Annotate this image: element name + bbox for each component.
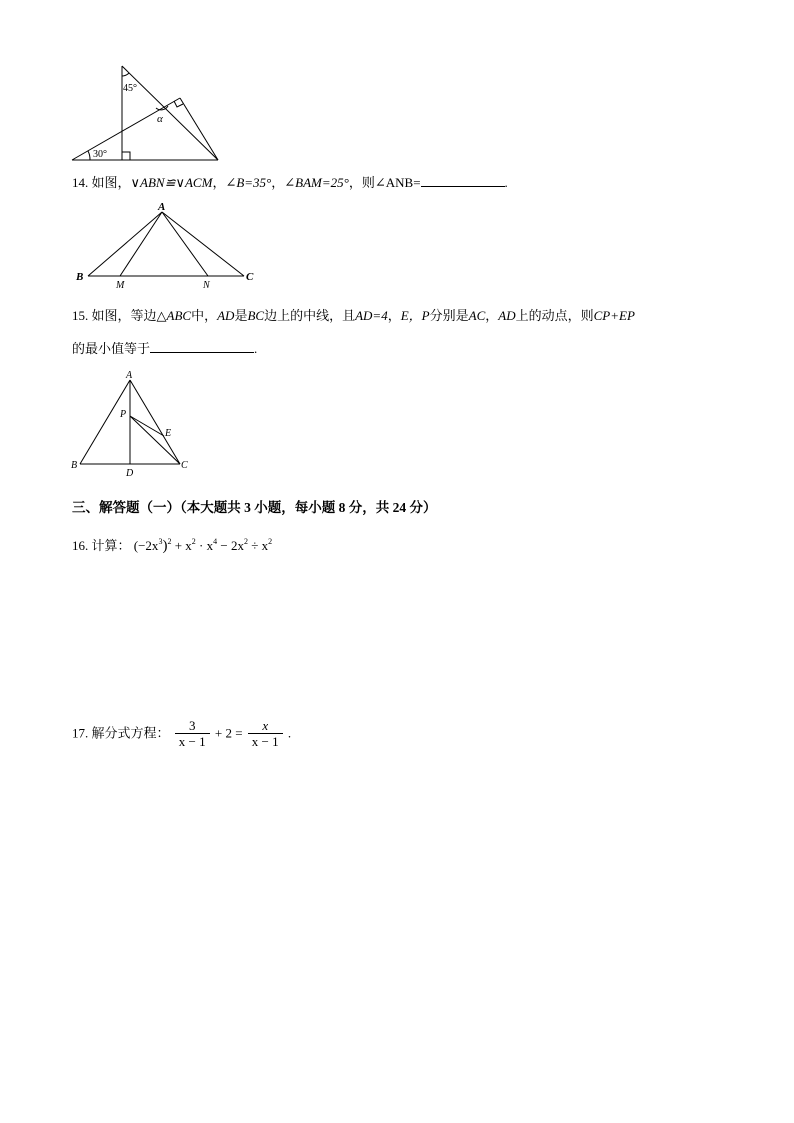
q15-text-3: 是: [234, 308, 248, 323]
q15-CPEP: CP+EP: [593, 308, 635, 323]
label-N: N: [203, 280, 210, 291]
q15-AD: AD: [217, 308, 235, 323]
label-E: E: [165, 428, 172, 439]
q16-exp4: 4: [213, 537, 218, 546]
q17-end: .: [287, 725, 292, 741]
q17-fraction-2: [248, 718, 283, 749]
q15-EP: E，P: [400, 308, 430, 323]
q16-label: 计算：: [91, 538, 131, 553]
q15-number: 15.: [72, 308, 89, 323]
q15-triangle: △ABC: [156, 308, 192, 323]
answer-blank-q14[interactable]: [421, 174, 505, 187]
q16-exp2d: 2: [268, 537, 273, 546]
figure-q14: [74, 200, 264, 292]
q16-expr-b: ): [162, 538, 168, 554]
question-16: [72, 534, 272, 554]
q16-expr-e: − 2x: [217, 538, 244, 553]
q16-exp2a: 2: [167, 537, 172, 546]
q15-text-5: ，: [387, 308, 401, 323]
q15-text-8: 上的动点，则: [515, 308, 594, 323]
question-14: [72, 174, 508, 191]
q15-line2-text: 的最小值等于: [72, 341, 151, 356]
q17-number: 17.: [72, 725, 89, 741]
label-A: A: [126, 370, 133, 381]
q16-expr-d: · x: [195, 538, 214, 553]
q15-text-6: 分别是: [429, 308, 469, 323]
q17-frac1-numerator: 3: [175, 718, 210, 734]
label-B: B: [71, 460, 78, 471]
q16-exp3: 3: [158, 537, 163, 546]
question-17: [72, 718, 291, 749]
q17-frac2-denominator: x − 1: [251, 734, 279, 749]
q14-sep: ，: [212, 175, 226, 190]
q15-text-2: 中，: [191, 308, 218, 323]
q16-number: 16.: [72, 538, 89, 553]
q15-AC: AC: [468, 308, 486, 323]
q16-expr-f: ÷ x: [247, 538, 269, 553]
section-3-heading: 三、解答题（一）（本大题共 3 小题，每小题 8 分，共 24 分）: [72, 500, 437, 515]
q16-expr-a: (−2x: [133, 538, 159, 553]
q15-AD4: AD=4: [355, 308, 388, 323]
label-C: C: [246, 271, 254, 283]
q17-plus-equals: + 2 =: [214, 725, 243, 741]
q14-ask: ，则∠ANB=: [348, 175, 421, 190]
question-15-line1: [72, 308, 635, 324]
q14-comma: ，: [271, 175, 285, 190]
q17-frac1-denominator: x − 1: [178, 734, 206, 749]
question-15-line2: [72, 340, 257, 357]
q14-cond2: ∠BAM=25°: [284, 175, 349, 190]
label-A: A: [158, 201, 166, 213]
q15-text-4: 边上的中线，且: [264, 308, 356, 323]
label-B: B: [76, 271, 84, 283]
q17-fraction-1: [175, 718, 210, 749]
q15-text-7: ，: [485, 308, 499, 323]
q14-number: 14.: [72, 175, 89, 190]
q16-expression: [134, 538, 272, 553]
answer-blank-q15[interactable]: [150, 340, 254, 353]
q16-exp2c: 2: [243, 537, 248, 546]
q15-BC: BC: [247, 308, 265, 323]
q17-label: 解分式方程：: [91, 725, 170, 741]
angle-45-label: 45°: [123, 83, 137, 94]
q15-end: .: [254, 341, 258, 356]
label-C: C: [181, 460, 188, 471]
label-D: D: [126, 468, 134, 479]
q14-end: .: [504, 175, 508, 190]
q14-cond1: ∠B=35°: [225, 175, 272, 190]
q16-expr-c: + x: [171, 538, 192, 553]
q15-text-1: 如图，等边: [91, 308, 157, 323]
figure-q13: [68, 60, 228, 164]
angle-alpha-label: α: [157, 113, 163, 125]
q17-frac2-numerator: x: [248, 718, 283, 734]
angle-30-label: 30°: [93, 149, 107, 160]
figure-q15: [70, 368, 200, 480]
label-P: P: [120, 409, 127, 420]
q16-exp2b: 2: [191, 537, 196, 546]
q15-AD-2: AD: [498, 308, 516, 323]
q14-congruence: ∨ABN≌∨ACM: [130, 175, 213, 190]
label-M: M: [116, 280, 125, 291]
q14-intro: 如图，: [91, 175, 131, 190]
